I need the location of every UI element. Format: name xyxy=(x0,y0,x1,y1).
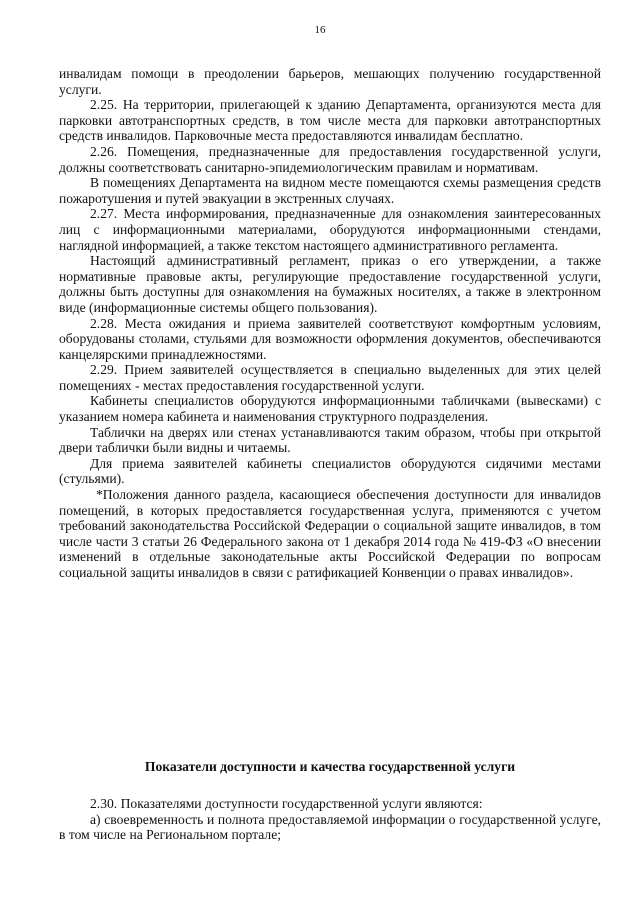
page-number: 16 xyxy=(314,24,326,36)
paragraph: 2.25. На территории, прилегающей к зданию Департамента, организуются места для парковки автотранспортных средств, в том числе места для парковки автотранспортных средств инвалидов. Парковочные места предоставляются инвалидам бесплатно. xyxy=(59,97,601,144)
paragraph: 2.29. Прием заявителей осуществляется в специально выделенных для этих целей помещениях - местах предоставления государственной услуги. xyxy=(59,362,601,393)
paragraph: 2.26. Помещения, предназначенные для предоставления государственной услуги, должны соответствовать санитарно-эпидемиологическим правилам и нормативам. xyxy=(59,143,601,175)
paragraph: Для приема заявителей кабинеты специалистов оборудуются сидячими местами (стульями). xyxy=(59,455,601,487)
section-heading: Показатели доступности и качества государственной услуги xyxy=(144,759,516,774)
document-body-continued xyxy=(59,796,601,843)
document-body xyxy=(59,66,601,581)
paragraph: В помещениях Департамента на видном месте помещаются схемы размещения средств пожаротушения и путей эвакуации в экстренных случаях. xyxy=(59,175,601,206)
paragraph: Таблички на дверях или стенах устанавливаются таким образом, чтобы при открытой двери таблички были видны и читаемы. xyxy=(59,424,601,456)
footnote-paragraph: *Положения данного раздела, касающиеся обеспечения доступности для инвалидов помещений, в которых предоставляется государственная услуга, применяются с учетом требований законодательства Российской Федерации о социальной защите инвалидов, в том числе части 3 статьи 26 Федерального закона от 1 декабря 2014 года № 419-ФЗ «О внесении изменений в отдельные законодательные акты Российской Федерации по вопросам социальной защиты инвалидов в связи с ратификацией Конвенции о правах инвалидов». xyxy=(59,487,601,580)
paragraph: 2.27. Места информирования, предназначенные для ознакомления заинтересованных лиц с информационными материалами, оборудуются информационными стендами, наглядной информацией, а также текстом настоящего административного регламента. xyxy=(59,206,601,253)
paragraph: Кабинеты специалистов оборудуются информационными табличками (вывесками) с указанием номера кабинета и наименования структурного подразделения. xyxy=(59,393,601,425)
paragraph: а) своевременность и полнота предоставляемой информации о государственной услуге, в том числе на Региональном портале; xyxy=(59,811,601,843)
paragraph: Настоящий административный регламент, приказ о его утверждении, а также нормативные правовые акты, регулирующие предоставление государственной услуги, должны быть доступны для ознакомления на бумажных носителях, а также в электронном виде (информационные системы общего пользования). xyxy=(59,253,601,315)
paragraph: 2.28. Места ожидания и приема заявителей соответствуют комфортным условиям, оборудованы столами, стульями для возможности оформления документов, обеспечиваются канцелярскими принадлежностями. xyxy=(59,315,601,362)
paragraph: 2.30. Показателями доступности государственной услуги являются: xyxy=(90,796,483,811)
paragraph: инвалидам помощи в преодолении барьеров, мешающих получению государственной услуги. xyxy=(59,66,601,97)
